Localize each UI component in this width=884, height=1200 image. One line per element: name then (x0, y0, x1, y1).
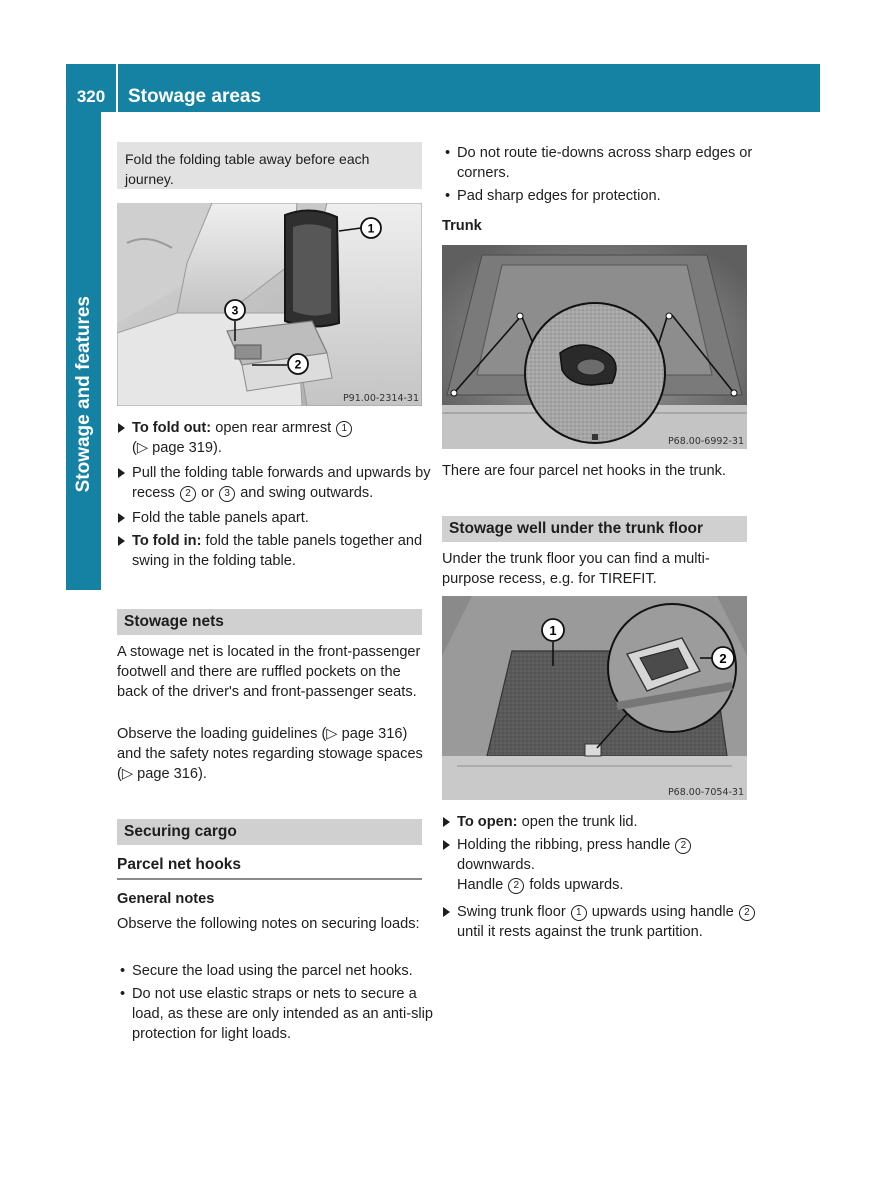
note-box (117, 142, 422, 189)
bullet-dot: • (445, 145, 451, 161)
step-bold-label: To open: (457, 814, 518, 830)
step-arrow-icon (443, 840, 450, 850)
fig1-callout-2: 2 (294, 357, 302, 372)
paragraph: Under the trunk floor you can find a multi-purpose recess, e.g. for TIREFIT. (442, 551, 710, 587)
paragraph: Observe the following notes on securing loads: (117, 916, 420, 932)
bullet-dot: • (120, 963, 126, 979)
section-heading: Stowage well under the trunk floor (442, 516, 747, 542)
fig3-callout-1: 1 (549, 623, 557, 638)
step-text: or (197, 485, 219, 501)
figure-code: P68.00-7054-31 (667, 787, 744, 798)
folding-table-illustration (117, 203, 422, 406)
minor-heading: General notes (117, 891, 215, 907)
step-text: and swing outwards. (236, 485, 374, 501)
step-arrow-icon (118, 536, 125, 546)
step-text: open rear armrest (211, 420, 336, 436)
step-text: Handle (457, 877, 508, 893)
bullet-text: Do not route tie-downs across sharp edges or corners. (457, 145, 753, 181)
bullet-text: Secure the load using the parcel net hooks. (132, 963, 413, 979)
step-arrow-icon (118, 423, 125, 433)
paragraph: Observe the loading guidelines (▷ page 316) and the safety notes regarding stowage spaces (▷ page 316). (117, 726, 423, 782)
step-open-lid (442, 812, 747, 832)
step-bold-label: To fold in: (132, 533, 202, 549)
bullet-item (442, 186, 767, 206)
step-text: open the trunk lid. (517, 814, 638, 830)
note-text: Fold the folding table away before each journey. (125, 151, 370, 187)
step-arrow-icon (118, 468, 125, 478)
step-text: Holding the ribbing, press handle (457, 837, 675, 853)
trunk-floor-illustration (442, 596, 747, 800)
fig1-callout-1: 1 (367, 221, 375, 236)
step-press-handle (442, 835, 757, 895)
bullet-item (117, 984, 442, 1044)
step-text: fold the table panels together and swing in the folding table. (132, 533, 423, 569)
callout-number: 2 (508, 878, 524, 894)
step-text: until it rests against the trunk partition. (457, 924, 703, 940)
subheading: Parcel net hooks (117, 856, 422, 880)
paragraph: A stowage net is located in the front-passenger footwell and there are ruffled pockets on the back of the driver's and front-passenger seats. (117, 644, 421, 700)
step-arrow-icon (443, 907, 450, 917)
figure-trunk-floor (442, 596, 747, 800)
bullet-item (442, 143, 767, 183)
figure-trunk-hooks (442, 245, 747, 449)
step-fold-in (117, 531, 437, 571)
step-arrow-icon (118, 513, 125, 523)
bullet-dot: • (120, 986, 126, 1002)
step-swing-floor (442, 902, 757, 942)
page-reference: (▷ page 319). (132, 440, 222, 456)
page-header (66, 64, 820, 112)
page-number: 320 (76, 87, 106, 106)
fig1-callout-3: 3 (231, 303, 239, 318)
callout-number: 3 (219, 486, 235, 502)
step-bold-label: To fold out: (132, 420, 212, 436)
callout-number: 2 (675, 838, 691, 854)
figure-folding-table (117, 203, 422, 406)
figure-code: P68.00-6992-31 (667, 436, 744, 447)
step-fold-panels (117, 508, 437, 528)
callout-number: 2 (739, 905, 755, 921)
step-text: upwards using handle (587, 904, 738, 920)
callout-number: 1 (336, 421, 352, 437)
step-fold-out (117, 418, 422, 458)
minor-heading: Trunk (442, 218, 482, 234)
bullet-text: Do not use elastic straps or nets to secure a load, as these are only intended as an anti-slip protection for light loads. (132, 986, 433, 1042)
page-title: Stowage areas (128, 86, 262, 107)
paragraph: There are four parcel net hooks in the trunk. (442, 463, 726, 479)
callout-number: 1 (571, 905, 587, 921)
fig3-callout-2: 2 (719, 651, 727, 666)
figure-code: P91.00-2314-31 (342, 393, 419, 404)
trunk-hooks-illustration (442, 245, 747, 449)
step-pull-table (117, 463, 437, 503)
step-text: Fold the table panels apart. (132, 510, 309, 526)
step-text: folds upwards. (525, 877, 624, 893)
bullet-dot: • (445, 188, 451, 204)
chapter-tab-label: Stowage and features (72, 295, 94, 492)
step-text: downwards. (457, 857, 535, 873)
step-text: Pull the folding table forwards and upwards by recess (132, 465, 431, 501)
callout-number: 2 (180, 486, 196, 502)
bullet-text: Pad sharp edges for protection. (457, 188, 661, 204)
chapter-tab-label-wrap (66, 112, 101, 492)
step-text: Swing trunk floor (457, 904, 570, 920)
bullet-item (117, 961, 442, 981)
section-heading: Stowage nets (117, 609, 422, 635)
section-heading: Securing cargo (117, 819, 422, 845)
step-arrow-icon (443, 817, 450, 827)
header-divider (116, 64, 118, 112)
